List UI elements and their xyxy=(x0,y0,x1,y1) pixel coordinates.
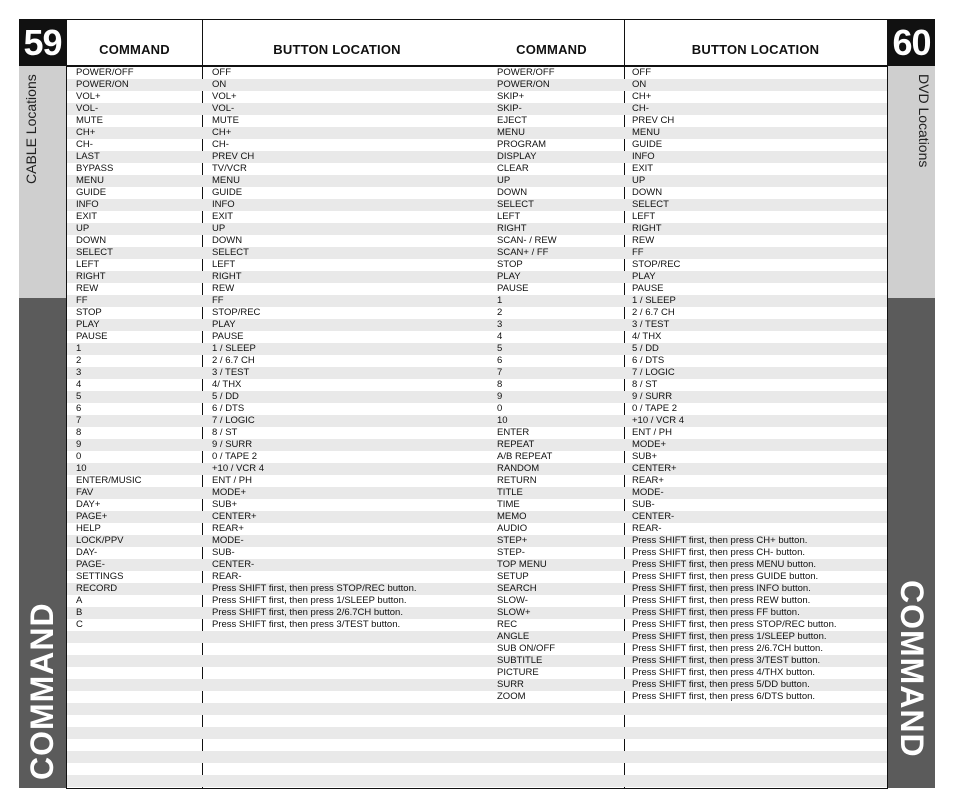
right-location-band xyxy=(888,66,935,298)
cable-location-cell: 4/ THX xyxy=(212,379,242,390)
cable-location-cell: 1 / SLEEP xyxy=(212,343,256,354)
table-row xyxy=(67,703,887,715)
dvd-location-cell: 0 / TAPE 2 xyxy=(632,403,678,414)
dvd-location-cell: MODE- xyxy=(632,487,664,498)
cable-command-cell: DAY+ xyxy=(76,499,101,510)
cable-location-cell: UP xyxy=(212,223,226,234)
dvd-location-cell: Press SHIFT first, then press 6/DTS button. xyxy=(632,691,816,702)
cable-location-cell: TV/VCR xyxy=(212,163,247,174)
dvd-command-cell: SURR xyxy=(497,679,524,690)
cable-location-cell: MUTE xyxy=(212,115,239,126)
table-row xyxy=(67,355,887,367)
cable-command-cell: 8 xyxy=(76,427,82,438)
dvd-command-cell: 7 xyxy=(497,367,503,378)
dvd-location-cell: MODE+ xyxy=(632,439,667,450)
table-row xyxy=(67,79,887,91)
dvd-command-cell: SUBTITLE xyxy=(497,655,543,666)
dvd-command-cell: REC xyxy=(497,619,518,630)
cable-location-cell: CH+ xyxy=(212,127,232,138)
dvd-command-cell: SETUP xyxy=(497,571,529,582)
table-row xyxy=(67,379,887,391)
dvd-location-cell: SELECT xyxy=(632,199,669,210)
table-row xyxy=(67,295,887,307)
dvd-location-cell: 4/ THX xyxy=(632,331,662,342)
cable-location-cell: CENTER- xyxy=(212,559,255,570)
right-command-title: COMMAND xyxy=(894,580,930,758)
cable-location-cell: REAR+ xyxy=(212,523,244,534)
table-row xyxy=(67,451,887,463)
dvd-location-cell: ON xyxy=(632,79,647,90)
dvd-location-cell: 8 / ST xyxy=(632,379,658,390)
dvd-command-cell: TIME xyxy=(497,499,520,510)
cable-location-cell: GUIDE xyxy=(212,187,243,198)
table-row xyxy=(67,91,887,103)
dvd-location-cell: +10 / VCR 4 xyxy=(632,415,685,426)
dvd-location-cell: Press SHIFT first, then press 3/TEST button. xyxy=(632,655,821,666)
dvd-location-cell: CENTER- xyxy=(632,511,675,522)
cable-command-cell: HELP xyxy=(76,523,101,534)
cable-location-cell: ON xyxy=(212,79,227,90)
cable-command-cell: EXIT xyxy=(76,211,98,222)
cable-command-cell: C xyxy=(76,619,83,630)
cable-command-cell: RIGHT xyxy=(76,271,106,282)
dvd-location-cell: Press SHIFT first, then press GUIDE button. xyxy=(632,571,819,582)
cable-location-cell: 7 / LOGIC xyxy=(212,415,255,426)
table-row xyxy=(67,463,887,475)
dvd-location-cell: STOP/REC xyxy=(632,259,681,270)
table-row xyxy=(67,271,887,283)
table-row xyxy=(67,499,887,511)
dvd-command-cell: MEMO xyxy=(497,511,527,522)
cable-location-cell: MENU xyxy=(212,175,240,186)
dvd-location-cell: Press SHIFT first, then press MENU button. xyxy=(632,559,817,570)
dvd-command-cell: EJECT xyxy=(497,115,528,126)
cable-location-cell: PAUSE xyxy=(212,331,244,342)
table-row xyxy=(67,367,887,379)
dvd-location-cell: REW xyxy=(632,235,655,246)
dvd-command-cell: STEP- xyxy=(497,547,525,558)
dvd-location-cell: CENTER+ xyxy=(632,463,677,474)
dvd-location-cell: MENU xyxy=(632,127,660,138)
dvd-command-cell: 0 xyxy=(497,403,503,414)
dvd-location-cell: PLAY xyxy=(632,271,656,282)
table-row xyxy=(67,235,887,247)
dvd-command-header: COMMAND xyxy=(516,42,587,57)
dvd-location-cell: Press SHIFT first, then press CH+ button. xyxy=(632,535,808,546)
cable-location-cell: Press SHIFT first, then press STOP/REC button. xyxy=(212,583,417,594)
table-row xyxy=(67,607,887,619)
cable-command-header: COMMAND xyxy=(99,42,170,57)
dvd-location-cell: 5 / DD xyxy=(632,343,659,354)
table-row xyxy=(67,187,887,199)
table-header xyxy=(67,20,887,67)
dvd-command-cell: PLAY xyxy=(497,271,521,282)
dvd-command-cell: 9 xyxy=(497,391,503,402)
table-row xyxy=(67,439,887,451)
cable-location-cell: MODE+ xyxy=(212,487,247,498)
cable-command-cell: SELECT xyxy=(76,247,113,258)
dvd-command-cell: REPEAT xyxy=(497,439,535,450)
cable-location-cell: RIGHT xyxy=(212,271,242,282)
table-row xyxy=(67,403,887,415)
table-row xyxy=(67,391,887,403)
cable-command-cell: VOL+ xyxy=(76,91,101,102)
table-row xyxy=(67,127,887,139)
cable-command-cell: MENU xyxy=(76,175,104,186)
table-row xyxy=(67,559,887,571)
dvd-location-cell: DOWN xyxy=(632,187,663,198)
dvd-command-cell: 5 xyxy=(497,343,503,354)
cable-command-cell: LAST xyxy=(76,151,100,162)
cable-command-cell: A xyxy=(76,595,83,606)
table-row xyxy=(67,427,887,439)
cable-command-cell: FAV xyxy=(76,487,94,498)
cable-command-cell: PAGE- xyxy=(76,559,105,570)
cable-location-cell: 2 / 6.7 CH xyxy=(212,355,255,366)
cable-command-cell: 4 xyxy=(76,379,82,390)
table-row xyxy=(67,343,887,355)
dvd-location-cell: PREV CH xyxy=(632,115,675,126)
cable-location-cell: Press SHIFT first, then press 3/TEST button. xyxy=(212,619,401,630)
dvd-command-cell: 1 xyxy=(497,295,503,306)
cable-location-cell: FF xyxy=(212,295,224,306)
cable-command-cell: DAY- xyxy=(76,547,98,558)
cable-location-cell: VOL- xyxy=(212,103,235,114)
cable-command-cell: GUIDE xyxy=(76,187,107,198)
table-row xyxy=(67,163,887,175)
table-row xyxy=(67,475,887,487)
cable-location-cell: EXIT xyxy=(212,211,234,222)
dvd-location-cell: Press SHIFT first, then press 2/6.7CH button. xyxy=(632,643,823,654)
cable-command-cell: POWER/OFF xyxy=(76,67,134,78)
cable-location-cell: ENT / PH xyxy=(212,475,252,486)
table-row xyxy=(67,115,887,127)
table-row xyxy=(67,547,887,559)
dvd-command-cell: PROGRAM xyxy=(497,139,547,150)
dvd-command-cell: 4 xyxy=(497,331,503,342)
cable-command-cell: RECORD xyxy=(76,583,118,594)
table-row xyxy=(67,667,887,679)
cable-location-cell: 8 / ST xyxy=(212,427,238,438)
cable-location-cell: REW xyxy=(212,283,235,294)
cable-command-cell: DOWN xyxy=(76,235,107,246)
table-row xyxy=(67,67,887,79)
dvd-command-cell: STEP+ xyxy=(497,535,528,546)
cable-location-header: BUTTON LOCATION xyxy=(273,42,401,57)
cable-command-cell: INFO xyxy=(76,199,99,210)
dvd-command-cell: CLEAR xyxy=(497,163,529,174)
dvd-command-cell: ANGLE xyxy=(497,631,530,642)
table-row xyxy=(67,715,887,727)
dvd-location-cell: Press SHIFT first, then press INFO button. xyxy=(632,583,811,594)
dvd-command-cell: LEFT xyxy=(497,211,521,222)
dvd-command-cell: SEARCH xyxy=(497,583,537,594)
cable-location-cell: 6 / DTS xyxy=(212,403,245,414)
left-page-number: 59 xyxy=(19,19,66,66)
dvd-location-cell: 6 / DTS xyxy=(632,355,665,366)
cable-command-cell: 6 xyxy=(76,403,82,414)
cable-location-cell: LEFT xyxy=(212,259,236,270)
cable-command-cell: UP xyxy=(76,223,90,234)
dvd-location-cell: CH- xyxy=(632,103,649,114)
dvd-command-cell: RETURN xyxy=(497,475,537,486)
table-row xyxy=(67,643,887,655)
dvd-location-cell: REAR- xyxy=(632,523,662,534)
table-row xyxy=(67,283,887,295)
cable-command-cell: 0 xyxy=(76,451,82,462)
dvd-location-cell: 1 / SLEEP xyxy=(632,295,676,306)
cable-location-cell: REAR- xyxy=(212,571,242,582)
dvd-location-cell: Press SHIFT first, then press 1/SLEEP button. xyxy=(632,631,827,642)
table-row xyxy=(67,259,887,271)
table-row xyxy=(67,583,887,595)
table-row xyxy=(67,775,887,787)
cable-command-cell: PAUSE xyxy=(76,331,108,342)
dvd-location-cell: RIGHT xyxy=(632,223,662,234)
cable-command-cell: REW xyxy=(76,283,99,294)
table-row xyxy=(67,247,887,259)
table-row xyxy=(67,223,887,235)
dvd-location-cell: REAR+ xyxy=(632,475,664,486)
cable-command-cell: CH+ xyxy=(76,127,96,138)
dvd-command-cell: SLOW- xyxy=(497,595,528,606)
left-command-band xyxy=(19,298,66,788)
cable-location-cell: VOL+ xyxy=(212,91,237,102)
dvd-command-cell: 8 xyxy=(497,379,503,390)
dvd-command-cell: RIGHT xyxy=(497,223,527,234)
table-row xyxy=(67,595,887,607)
dvd-location-cell: ENT / PH xyxy=(632,427,672,438)
cable-location-cell: 0 / TAPE 2 xyxy=(212,451,258,462)
dvd-location-cell: 3 / TEST xyxy=(632,319,670,330)
dvd-command-cell: SKIP+ xyxy=(497,91,525,102)
dvd-location-cell: CH+ xyxy=(632,91,652,102)
cable-command-cell: VOL- xyxy=(76,103,99,114)
dvd-command-cell: SCAN+ / FF xyxy=(497,247,549,258)
table-row xyxy=(67,571,887,583)
dvd-command-cell: PICTURE xyxy=(497,667,539,678)
dvd-location-cell: Press SHIFT first, then press 5/DD button. xyxy=(632,679,810,690)
table-row xyxy=(67,319,887,331)
cable-command-cell: LEFT xyxy=(76,259,100,270)
dvd-location-cell: SUB- xyxy=(632,499,655,510)
dvd-location-cell: 2 / 6.7 CH xyxy=(632,307,675,318)
cable-location-cell: 5 / DD xyxy=(212,391,239,402)
cable-location-cell: SUB- xyxy=(212,547,235,558)
cable-command-cell: FF xyxy=(76,295,88,306)
dvd-command-cell: ENTER xyxy=(497,427,530,438)
dvd-location-cell: OFF xyxy=(632,67,651,78)
cable-location-cell: PREV CH xyxy=(212,151,255,162)
cable-location-cell: MODE- xyxy=(212,535,244,546)
table-row xyxy=(67,103,887,115)
dvd-command-cell: SUB ON/OFF xyxy=(497,643,556,654)
table-row xyxy=(67,175,887,187)
dvd-command-cell: SLOW+ xyxy=(497,607,531,618)
table-row xyxy=(67,211,887,223)
table-row xyxy=(67,535,887,547)
dvd-location-cell: PAUSE xyxy=(632,283,664,294)
cable-location-cell: SUB+ xyxy=(212,499,238,510)
cable-location-cell: DOWN xyxy=(212,235,243,246)
cable-command-cell: ENTER/MUSIC xyxy=(76,475,142,486)
cable-command-cell: 7 xyxy=(76,415,82,426)
cable-command-cell: LOCK/PPV xyxy=(76,535,124,546)
dvd-command-cell: STOP xyxy=(497,259,523,270)
cable-command-cell: BYPASS xyxy=(76,163,114,174)
table-body xyxy=(67,67,887,787)
dvd-location-cell: 9 / SURR xyxy=(632,391,673,402)
left-location-band xyxy=(19,66,66,298)
dvd-command-cell: A/B REPEAT xyxy=(497,451,553,462)
dvd-command-cell: SKIP- xyxy=(497,103,522,114)
cable-command-cell: 1 xyxy=(76,343,82,354)
command-table xyxy=(66,19,888,789)
dvd-command-cell: SELECT xyxy=(497,199,534,210)
dvd-command-cell: SCAN- / REW xyxy=(497,235,557,246)
dvd-command-cell: 10 xyxy=(497,415,508,426)
table-row xyxy=(67,139,887,151)
dvd-command-cell: ZOOM xyxy=(497,691,526,702)
dvd-command-cell: POWER/ON xyxy=(497,79,550,90)
right-command-band xyxy=(888,298,935,788)
dvd-command-cell: DISPLAY xyxy=(497,151,537,162)
cable-location-cell: 9 / SURR xyxy=(212,439,253,450)
cable-command-cell: STOP xyxy=(76,307,102,318)
dvd-location-cell: Press SHIFT first, then press CH- button. xyxy=(632,547,805,558)
cable-command-cell: 5 xyxy=(76,391,82,402)
cable-command-cell: 2 xyxy=(76,355,82,366)
cable-command-cell: SETTINGS xyxy=(76,571,124,582)
cable-command-cell: 10 xyxy=(76,463,87,474)
dvd-command-cell: UP xyxy=(497,175,511,186)
table-row xyxy=(67,751,887,763)
table-row xyxy=(67,151,887,163)
dvd-locations-label: DVD Locations xyxy=(916,74,932,168)
table-row xyxy=(67,487,887,499)
dvd-location-cell: Press SHIFT first, then press STOP/REC button. xyxy=(632,619,837,630)
table-row xyxy=(67,307,887,319)
dvd-command-cell: RANDOM xyxy=(497,463,540,474)
dvd-command-cell: AUDIO xyxy=(497,523,528,534)
table-row xyxy=(67,631,887,643)
dvd-command-cell: DOWN xyxy=(497,187,528,198)
table-row xyxy=(67,763,887,775)
dvd-location-cell: UP xyxy=(632,175,646,186)
table-row xyxy=(67,679,887,691)
cable-location-cell: CENTER+ xyxy=(212,511,257,522)
dvd-location-cell: Press SHIFT first, then press REW button. xyxy=(632,595,811,606)
cable-command-cell: PLAY xyxy=(76,319,100,330)
cable-location-cell: CH- xyxy=(212,139,229,150)
dvd-location-cell: FF xyxy=(632,247,644,258)
cable-command-cell: POWER/ON xyxy=(76,79,129,90)
dvd-location-cell: INFO xyxy=(632,151,655,162)
cable-location-cell: PLAY xyxy=(212,319,236,330)
dvd-location-cell: LEFT xyxy=(632,211,656,222)
right-page-number: 60 xyxy=(888,19,935,66)
cable-location-cell: 3 / TEST xyxy=(212,367,250,378)
cable-command-cell: MUTE xyxy=(76,115,103,126)
left-command-title: COMMAND xyxy=(24,602,60,780)
dvd-command-cell: TITLE xyxy=(497,487,523,498)
dvd-command-cell: MENU xyxy=(497,127,525,138)
cable-location-cell: SELECT xyxy=(212,247,249,258)
dvd-command-cell: POWER/OFF xyxy=(497,67,555,78)
table-row xyxy=(67,415,887,427)
dvd-command-cell: 6 xyxy=(497,355,503,366)
cable-command-cell: B xyxy=(76,607,83,618)
table-row xyxy=(67,511,887,523)
cable-command-cell: 3 xyxy=(76,367,82,378)
dvd-location-cell: EXIT xyxy=(632,163,654,174)
table-row xyxy=(67,739,887,751)
cable-location-cell: INFO xyxy=(212,199,235,210)
dvd-location-cell: 7 / LOGIC xyxy=(632,367,675,378)
dvd-location-cell: Press SHIFT first, then press 4/THX button. xyxy=(632,667,816,678)
cable-location-cell: Press SHIFT first, then press 1/SLEEP button. xyxy=(212,595,407,606)
table-row xyxy=(67,691,887,703)
cable-command-cell: PAGE+ xyxy=(76,511,108,522)
dvd-location-header: BUTTON LOCATION xyxy=(691,42,820,57)
cable-location-cell: STOP/REC xyxy=(212,307,261,318)
cable-location-cell: Press SHIFT first, then press 2/6.7CH button. xyxy=(212,607,403,618)
cable-location-cell: +10 / VCR 4 xyxy=(212,463,265,474)
table-row xyxy=(67,199,887,211)
cable-location-cell: OFF xyxy=(212,67,231,78)
dvd-location-cell: GUIDE xyxy=(632,139,663,150)
dvd-command-cell: TOP MENU xyxy=(497,559,547,570)
table-row xyxy=(67,619,887,631)
dvd-command-cell: 2 xyxy=(497,307,503,318)
cable-command-cell: CH- xyxy=(76,139,93,150)
dvd-location-cell: SUB+ xyxy=(632,451,658,462)
table-row xyxy=(67,727,887,739)
table-row xyxy=(67,331,887,343)
cable-locations-label: CABLE Locations xyxy=(23,74,39,184)
table-row xyxy=(67,523,887,535)
dvd-command-cell: PAUSE xyxy=(497,283,529,294)
table-row xyxy=(67,655,887,667)
cable-command-cell: 9 xyxy=(76,439,82,450)
dvd-command-cell: 3 xyxy=(497,319,503,330)
dvd-location-cell: Press SHIFT first, then press FF button. xyxy=(632,607,800,618)
